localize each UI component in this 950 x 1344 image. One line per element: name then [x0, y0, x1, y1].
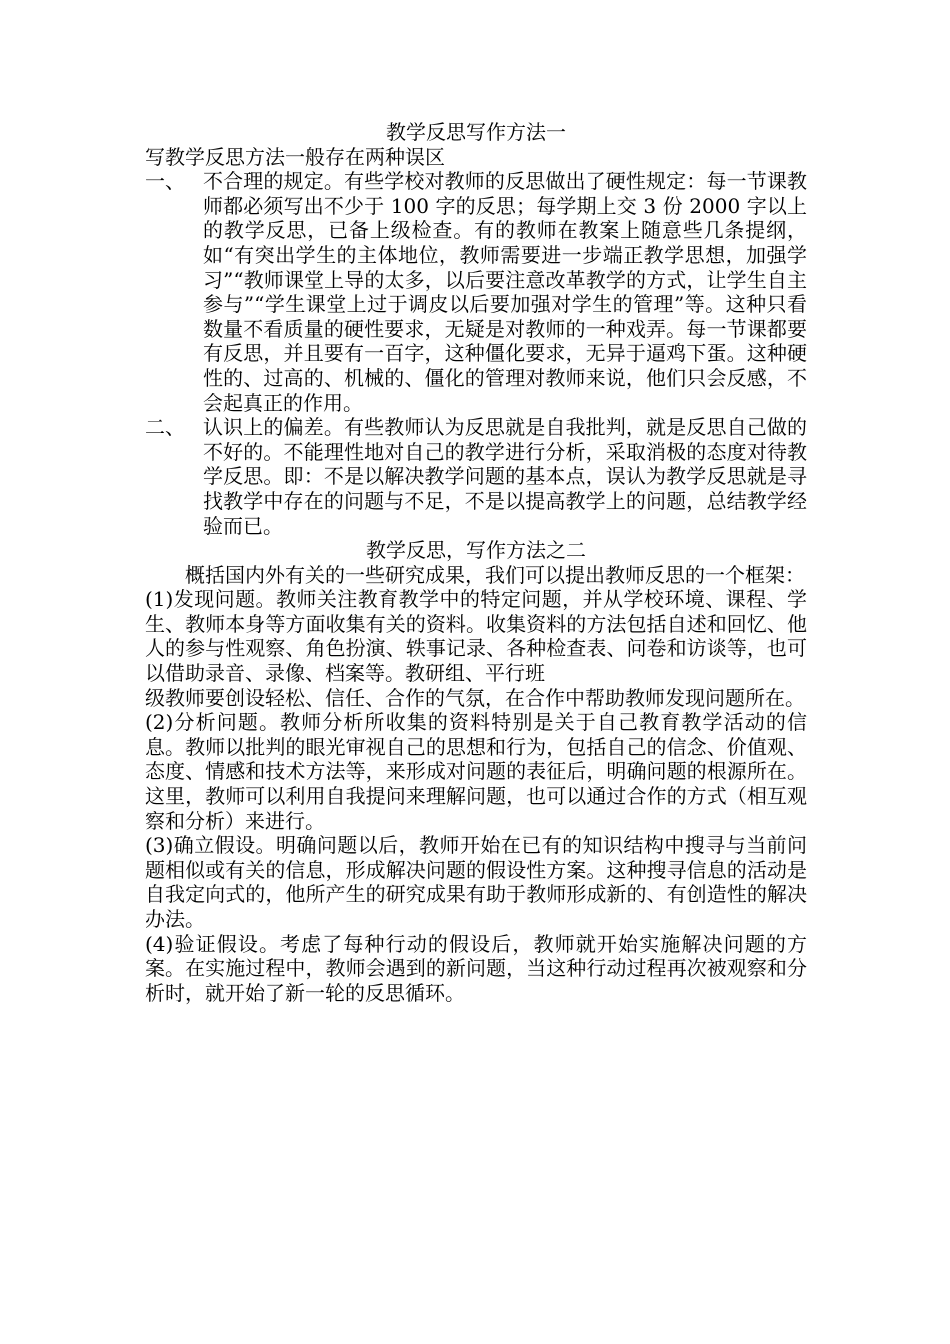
list-item-1 [145, 169, 807, 415]
step-1-paragraph-continued: 级教师要创设轻松、信任、合作的气氛，在合作中帮助教师发现问题所在。 [145, 685, 805, 710]
list-text-2: 认识上的偏差。有些教师认为反思就是自我批判，就是反思自己做的不好的。不能理性地对自己的教学进行分析，采取消极的态度对待教学反思。即：不是以解决教学问题的基本点，误认为教学反思就是寻找教学中存在的问题与不足，不是以提高教学上的问题，总结教学经验而已。 [203, 415, 807, 538]
section-2-title: 教学反思，写作方法之二 [366, 538, 586, 563]
section-1-title: 教学反思写作方法一 [386, 120, 566, 144]
section-2-intro: 概括国内外有关的一些研究成果，我们可以提出教师反思的一个框架： [185, 562, 805, 587]
list-marker-2: 二、 [145, 415, 185, 440]
list-item-2 [145, 415, 807, 538]
list-text-1: 不合理的规定。有些学校对教师的反思做出了硬性规定：每一节课教师都必须写出不少于 100 字的反思；每学期上交 3 份 2000 字以上的教学反思，已备上级检查。有的教师在教案上随意些几条提纲，如“有突出学生的主体地位，教师需要进一步端正教学思想，加强学习”“教师课堂上导的太多，以后要注意改革教学的方式，让学生自主参与”“学生课堂上过于调皮以后要加强对学生的管理”等。这种只看数量不看质量的硬性要求，无疑是对教师的一种戏弄。每一节课都要有反思，并且要有一百字，这种僵化要求，无异于逼鸡下蛋。这种硬性的、过高的、机械的、僵化的管理对教师来说，他们只会反感，不会起真正的作用。 [203, 169, 807, 415]
section-1-intro: 写教学反思方法一般存在两种误区 [145, 144, 445, 169]
document-page [145, 120, 807, 1005]
step-4-paragraph: (4)验证假设。考虑了每种行动的假设后，教师就开始实施解决问题的方案。在实施过程中，教师会遇到的新问题，当这种行动过程再次被观察和分析时，就开始了新一轮的反思循环。 [145, 931, 807, 1005]
list-marker-1: 一、 [145, 169, 185, 194]
step-1-paragraph: (1)发现问题。教师关注教育教学中的特定问题，并从学校环境、课程、学生、教师本身等方面收集有关的资料。收集资料的方法包括自述和回忆、他人的参与性观察、角色扮演、轶事记录、各种检查表、问卷和访谈等，也可以借助录音、录像、档案等。教研组、平行班 [145, 587, 807, 686]
step-2-paragraph: (2)分析问题。教师分析所收集的资料特别是关于自己教育教学活动的信息。教师以批判的眼光审视自己的思想和行为，包括自己的信念、价值观、态度、情感和技术方法等，来形成对问题的表征后，明确问题的根源所在。这里，教师可以利用自我提问来理解问题，也可以通过合作的方式（相互观察和分析）来进行。 [145, 710, 807, 833]
step-3-paragraph: (3)确立假设。明确问题以后，教师开始在已有的知识结构中搜寻与当前问题相似或有关的信息，形成解决问题的假设性方案。这种搜寻信息的活动是自我定向式的，他所产生的研究成果有助于教师形成新的、有创造性的解决办法。 [145, 833, 807, 931]
